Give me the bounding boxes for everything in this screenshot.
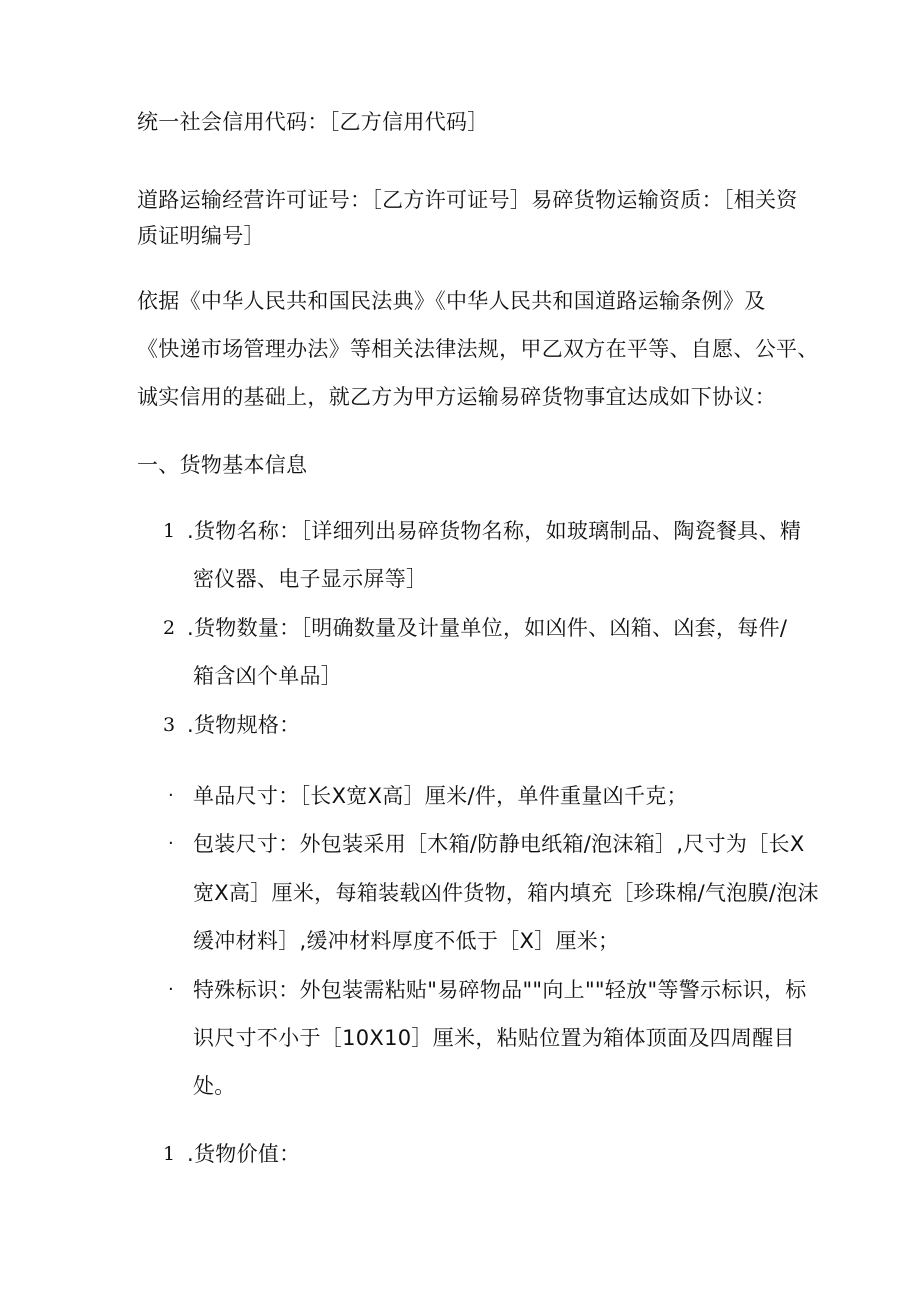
goods-name-line-2: 密仪器、电子显示屏等］ bbox=[193, 567, 428, 591]
bullet-dot: · bbox=[168, 785, 174, 806]
special-mark-line-2: 识尺寸不小于［10X10］厘米，粘贴位置为箱体顶面及四周醒目 bbox=[193, 1026, 795, 1050]
item-number: 3 bbox=[163, 714, 176, 736]
item-number: 1 bbox=[163, 1143, 176, 1165]
item-number: 2 bbox=[163, 617, 176, 639]
package-size-line-3: 缓冲材料］,缓冲材料厚度不低于［X］厘米； bbox=[193, 929, 620, 953]
package-size-line-2: 宽X高］厘米，每箱装载凶件货物，箱内填充［珍珠棉/气泡膜/泡沫 bbox=[193, 881, 819, 905]
item-number: 1 bbox=[163, 520, 176, 542]
goods-quantity-line-1: .货物数量：［明确数量及计量单位，如凶件、凶箱、凶套，每件/ bbox=[187, 616, 788, 640]
goods-name-line-1: .货物名称：［详细列出易碎货物名称，如玻璃制品、陶瓷餐具、精 bbox=[187, 519, 802, 543]
goods-quantity-line-2: 箱含凶个单品］ bbox=[193, 664, 343, 688]
basis-line-2: 《快递市场管理办法》等相关法律法规，甲乙双方在平等、自愿、公平、 bbox=[137, 337, 819, 361]
goods-spec-line: .货物规格： bbox=[187, 713, 301, 737]
goods-value-line: .货物价值： bbox=[187, 1142, 301, 1166]
bullet-dot: · bbox=[168, 979, 174, 1000]
section-heading-goods-info: 一、货物基本信息 bbox=[137, 453, 308, 477]
basis-line-1: 依据《中华人民共和国民法典》《中华人民共和国道路运输条例》及 bbox=[137, 289, 766, 313]
license-line-2: 质证明编号］ bbox=[137, 224, 265, 248]
special-mark-line-3: 处。 bbox=[193, 1074, 236, 1098]
bullet-dot: · bbox=[168, 833, 174, 854]
unit-size-line: 单品尺寸：［长X宽X高］厘米/件，单件重量凶千克； bbox=[193, 784, 688, 808]
license-line-1: 道路运输经营许可证号：［乙方许可证号］易碎货物运输资质：［相关资 bbox=[137, 188, 798, 212]
credit-code-line: 统一社会信用代码：［乙方信用代码］ bbox=[137, 110, 489, 134]
basis-line-3: 诚实信用的基础上，就乙方为甲方运输易碎货物事宜达成如下协议： bbox=[137, 385, 776, 409]
package-size-line-1: 包装尺寸：外包装采用［木箱/防静电纸箱/泡沫箱］,尺寸为［长X bbox=[193, 832, 805, 856]
special-mark-line-1: 特殊标识：外包装需粘贴"易碎物品""向上""轻放"等警示标识，标 bbox=[193, 978, 807, 1002]
